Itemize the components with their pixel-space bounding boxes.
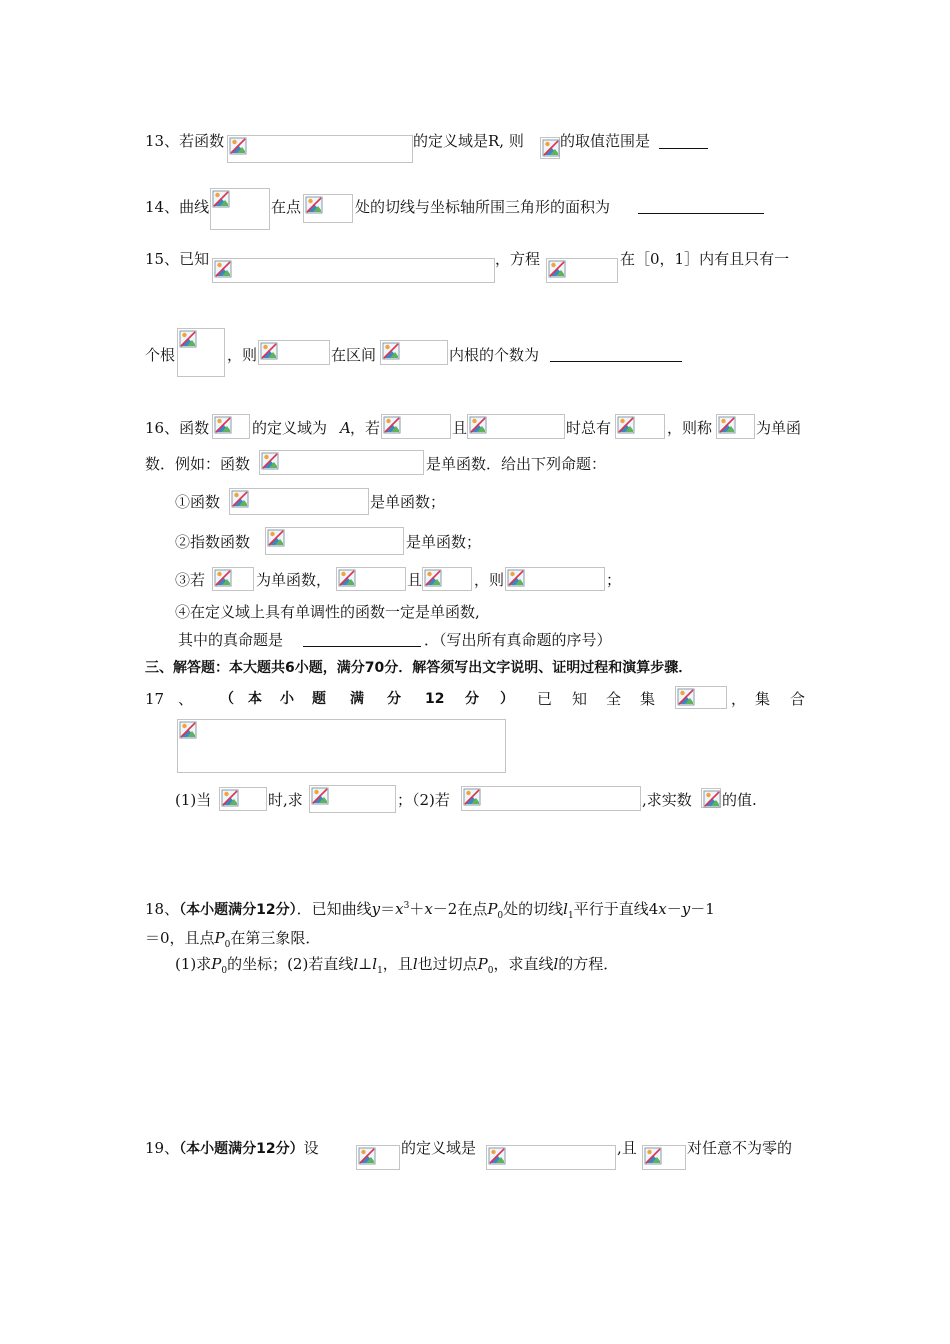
formula-image-icon bbox=[212, 414, 250, 439]
exponent: 3 bbox=[403, 901, 410, 911]
q17-heading-token: 分 bbox=[387, 691, 401, 707]
q16-tail-a: 其中的真命题是 bbox=[178, 631, 284, 649]
broken-image-icon bbox=[463, 788, 481, 806]
answer-blank bbox=[550, 361, 682, 362]
formula-image-icon bbox=[309, 785, 396, 813]
formula-image-icon bbox=[716, 414, 755, 439]
formula-image-icon bbox=[505, 567, 605, 591]
broken-image-icon bbox=[507, 569, 525, 587]
broken-image-icon bbox=[231, 490, 249, 508]
broken-image-icon bbox=[261, 452, 279, 470]
formula-image-icon bbox=[642, 1145, 686, 1170]
q18-text: ＋ bbox=[409, 900, 425, 918]
broken-image-icon bbox=[548, 260, 566, 278]
subscript: 1 bbox=[567, 911, 574, 921]
broken-image-icon bbox=[542, 139, 560, 157]
q19-score: （本小题满分12分） bbox=[179, 1141, 304, 1157]
q17-heading-token: 分 bbox=[465, 691, 479, 707]
q16-text-4: 时总有 bbox=[566, 419, 612, 437]
broken-image-icon bbox=[718, 416, 736, 434]
q18-text: 也过切点 bbox=[417, 955, 478, 973]
formula-image-icon bbox=[219, 787, 267, 811]
broken-image-icon bbox=[212, 190, 230, 208]
broken-image-icon bbox=[617, 416, 635, 434]
q15-text-6: 内根的个数为 bbox=[449, 346, 540, 364]
q16-option-1-a: ①函数 bbox=[175, 493, 221, 511]
q18-text: － bbox=[666, 900, 682, 918]
q19-text-3: ,且 bbox=[617, 1139, 637, 1157]
q19-text-4: 对任意不为零的 bbox=[687, 1139, 793, 1157]
q14-num: 14、曲线 bbox=[145, 198, 210, 216]
q17-heading-token: 题 bbox=[312, 691, 326, 707]
q18-text: －2在点 bbox=[432, 900, 488, 918]
broken-image-icon bbox=[229, 137, 247, 155]
q18-line-2 bbox=[145, 928, 320, 948]
var-l: l bbox=[563, 900, 568, 918]
var-l: l bbox=[412, 955, 418, 973]
q17-tail-1: 集 bbox=[755, 690, 771, 708]
q14-text-2: 处的切线与坐标轴所围三角形的面积为 bbox=[355, 198, 611, 216]
q15-text-2: 在［0，1］内有且只有一 bbox=[620, 250, 790, 268]
q17-heading-token: 本 bbox=[248, 691, 262, 707]
q18-text: ．已知曲线 bbox=[296, 900, 372, 918]
broken-image-icon bbox=[469, 416, 487, 434]
q16-text-1: 的定义域为 bbox=[252, 419, 328, 437]
subscript: 0 bbox=[487, 966, 494, 976]
q17-heading-token: ） bbox=[500, 691, 514, 707]
broken-image-icon bbox=[214, 569, 232, 587]
q18-text: －1 bbox=[690, 900, 715, 918]
q19-text-2: 的定义域是 bbox=[401, 1139, 477, 1157]
q13-num: 13、若函数 bbox=[145, 132, 225, 150]
q16-option-1-b: 是单函数； bbox=[370, 493, 446, 511]
formula-image-icon bbox=[546, 258, 618, 283]
broken-image-icon bbox=[221, 789, 239, 807]
broken-image-icon bbox=[424, 569, 442, 587]
q16-set-a: A bbox=[340, 419, 351, 437]
q17-part-3: ；（2)若 bbox=[397, 791, 450, 809]
q14-text-1: 在点 bbox=[271, 198, 302, 216]
q17-heading-token: 全 bbox=[606, 690, 622, 708]
q15-text-5: 在区间 bbox=[331, 346, 377, 364]
formula-image-icon bbox=[675, 686, 727, 709]
q17-heading-token: 17 bbox=[145, 690, 165, 708]
var-p: P bbox=[487, 900, 498, 918]
q17-heading-token: 满 bbox=[350, 691, 364, 707]
broken-image-icon bbox=[260, 342, 278, 360]
q17-heading-token: 、 bbox=[178, 690, 194, 708]
subscript: 0 bbox=[497, 911, 504, 921]
q17-heading-token: 12 bbox=[425, 691, 445, 707]
formula-image-icon bbox=[212, 258, 495, 283]
var-p: P bbox=[477, 955, 488, 973]
subscript: 0 bbox=[221, 966, 228, 976]
broken-image-icon bbox=[214, 416, 232, 434]
formula-image-icon bbox=[380, 340, 448, 365]
var-l: l bbox=[353, 955, 359, 973]
q15-num: 15、已知 bbox=[145, 250, 210, 268]
formula-image-icon bbox=[540, 137, 560, 159]
q16-text-2: ，若 bbox=[350, 419, 381, 437]
q18-text: ＝0，且点 bbox=[145, 929, 215, 947]
formula-image-icon bbox=[486, 1145, 616, 1170]
formula-image-icon bbox=[258, 340, 330, 365]
perp-symbol: ⊥ bbox=[358, 955, 373, 973]
q17-part-4: ,求实数 bbox=[642, 791, 692, 809]
answer-blank bbox=[638, 213, 764, 214]
q18-line-3 bbox=[175, 954, 618, 974]
var-l: l bbox=[553, 955, 559, 973]
q17-comma: ， bbox=[731, 690, 747, 708]
q18-line-1 bbox=[145, 899, 715, 920]
q18-text: ，且 bbox=[382, 955, 413, 973]
formula-image-icon bbox=[336, 567, 406, 591]
var-l: l bbox=[372, 955, 378, 973]
answer-blank bbox=[659, 148, 708, 149]
broken-image-icon bbox=[703, 790, 721, 808]
q13-text-2: 的取值范围是 bbox=[560, 132, 651, 150]
formula-image-icon bbox=[265, 527, 404, 555]
q18-num: 18、 bbox=[145, 900, 180, 918]
var-x: x bbox=[658, 900, 667, 918]
var-y: y bbox=[681, 900, 691, 918]
subscript: 1 bbox=[377, 966, 383, 976]
q16-option-2-a: ②指数函数 bbox=[175, 533, 251, 551]
q18-text: ＝ bbox=[380, 900, 396, 918]
q16-option-3-e: ； bbox=[606, 571, 622, 589]
broken-image-icon bbox=[305, 196, 323, 214]
q16-option-2-b: 是单函数； bbox=[406, 533, 482, 551]
section-3-heading: 三、解答题：本大题共6小题，满分70分．解答须写出文字说明、证明过程和演算步骤． bbox=[145, 660, 693, 676]
q17-part-1: (1)当 bbox=[175, 791, 212, 809]
q16-num: 16、函数 bbox=[145, 419, 210, 437]
q16-text-5: ，则称 bbox=[667, 419, 713, 437]
q18-score: （本小题满分12分） bbox=[179, 902, 297, 918]
q17-part-2: 时,求 bbox=[268, 791, 303, 809]
q18-text: ，求直线 bbox=[493, 955, 554, 973]
formula-image-icon bbox=[701, 788, 721, 808]
broken-image-icon bbox=[311, 787, 329, 805]
formula-image-icon bbox=[356, 1145, 400, 1170]
var-x: x bbox=[395, 900, 404, 918]
broken-image-icon bbox=[382, 342, 400, 360]
broken-image-icon bbox=[214, 260, 232, 278]
q18-text: 处的切线 bbox=[503, 900, 564, 918]
q17-part-5: 的值. bbox=[722, 791, 757, 809]
q17-tail-2: 合 bbox=[790, 690, 806, 708]
formula-image-icon bbox=[227, 135, 413, 163]
formula-image-icon bbox=[210, 188, 270, 230]
q19-num: 19、 bbox=[145, 1139, 180, 1157]
q19-text: 设 bbox=[303, 1139, 319, 1157]
q15-text-1: ，方程 bbox=[495, 250, 541, 268]
formula-image-icon bbox=[177, 719, 506, 773]
q18-text: 平行于直线4 bbox=[573, 900, 659, 918]
var-x: x bbox=[424, 900, 433, 918]
broken-image-icon bbox=[338, 569, 356, 587]
subscript: 0 bbox=[224, 940, 231, 950]
var-y: y bbox=[371, 900, 381, 918]
q19-line-1 bbox=[145, 1138, 319, 1159]
q16-line2-b: 是单函数．给出下列命题： bbox=[426, 455, 607, 473]
formula-image-icon bbox=[461, 786, 641, 811]
formula-image-icon bbox=[422, 567, 472, 591]
q16-option-4: ④在定义域上具有单调性的函数一定是单函数, bbox=[175, 603, 480, 621]
q16-option-3-d: ，则 bbox=[474, 571, 505, 589]
q17-heading-token: （ bbox=[220, 691, 234, 707]
formula-image-icon bbox=[177, 328, 225, 377]
formula-image-icon bbox=[467, 414, 565, 439]
q15-text-4: ，则 bbox=[227, 346, 258, 364]
q17-heading-token: 知 bbox=[572, 690, 588, 708]
formula-image-icon bbox=[381, 414, 451, 439]
q13-text-1: 的定义域是R, 则 bbox=[413, 132, 524, 150]
q16-option-3-b: 为单函数， bbox=[256, 571, 332, 589]
var-p: P bbox=[211, 955, 222, 973]
broken-image-icon bbox=[358, 1147, 376, 1165]
broken-image-icon bbox=[267, 529, 285, 547]
var-p: P bbox=[214, 929, 225, 947]
answer-blank bbox=[303, 646, 421, 647]
q18-text: 的方程． bbox=[558, 955, 619, 973]
broken-image-icon bbox=[179, 330, 197, 348]
broken-image-icon bbox=[644, 1147, 662, 1165]
q16-option-3-a: ③若 bbox=[175, 571, 206, 589]
formula-image-icon bbox=[229, 488, 369, 515]
q17-heading-token: 小 bbox=[280, 691, 294, 707]
formula-image-icon bbox=[615, 414, 665, 439]
q16-option-3-c: 且 bbox=[407, 571, 423, 589]
formula-image-icon bbox=[259, 450, 424, 475]
broken-image-icon bbox=[383, 416, 401, 434]
broken-image-icon bbox=[488, 1147, 506, 1165]
q16-line2-a: 数．例如：函数 bbox=[145, 455, 251, 473]
q15-text-3: 个根 bbox=[145, 346, 176, 364]
formula-image-icon bbox=[212, 567, 254, 591]
q18-text: (1)求 bbox=[175, 955, 212, 973]
q17-heading-token: 已 bbox=[537, 690, 553, 708]
q16-text-3: 且 bbox=[452, 419, 468, 437]
q18-text: 的坐标；(2)若直线 bbox=[227, 955, 354, 973]
formula-image-icon bbox=[303, 194, 353, 223]
broken-image-icon bbox=[179, 721, 197, 739]
q17-heading-token: 集 bbox=[640, 690, 656, 708]
q18-text: 在第三象限． bbox=[230, 929, 321, 947]
broken-image-icon bbox=[677, 688, 695, 706]
q16-text-6: 为单函 bbox=[756, 419, 802, 437]
q16-tail-b: ．（写出所有真命题的序号） bbox=[424, 631, 612, 649]
